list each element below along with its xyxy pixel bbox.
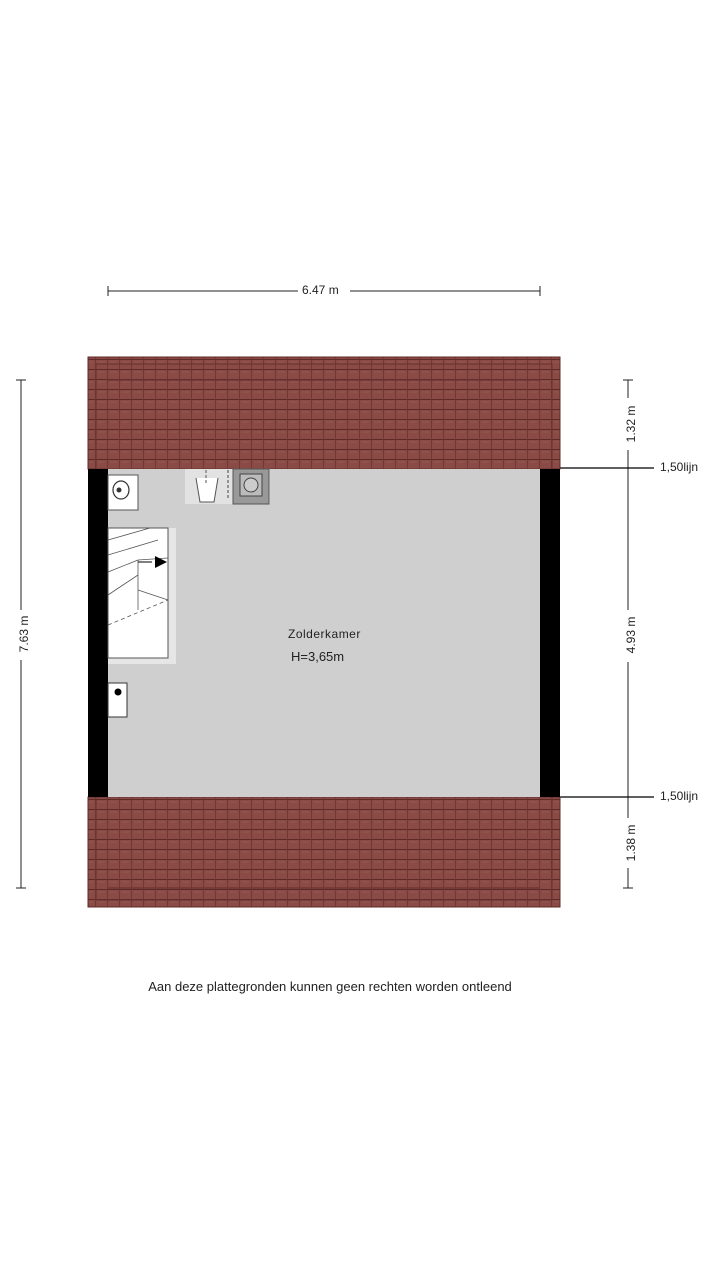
room-height: H=3,65m (291, 649, 345, 664)
roof-top (88, 357, 560, 469)
line-upper-label: 1,50lijn (660, 460, 699, 474)
dimension-middle-label: 4.93 m (624, 612, 638, 658)
stairs-icon (108, 528, 176, 664)
line-lower-label: 1,50lijn (660, 789, 699, 803)
dimension-top-roof-label: 1.32 m (624, 401, 638, 447)
dimension-bottom-roof-label: 1.38 m (624, 820, 638, 866)
wall-left (88, 469, 108, 797)
disclaimer: Aan deze plattegronden kunnen geen rechten worden ontleend (148, 979, 512, 994)
dimension-height-label: 7.63 m (17, 612, 31, 656)
room-name: Zolderkamer (288, 627, 361, 641)
boiler-icon (108, 475, 138, 510)
cabinet-icon (108, 683, 127, 717)
washing-machine-icon (228, 469, 269, 504)
roof-bottom (88, 797, 560, 907)
dimension-width-label: 6.47 m (298, 283, 343, 297)
wall-right (540, 469, 560, 797)
